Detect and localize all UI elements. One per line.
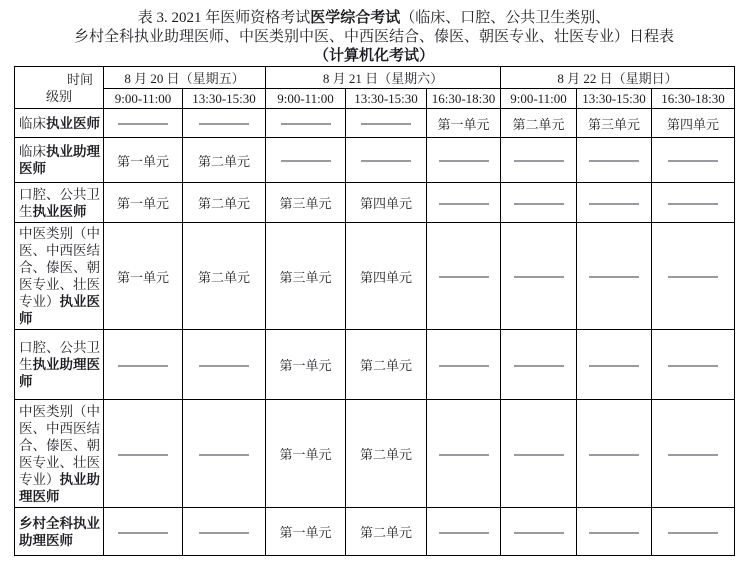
table-row	[15, 330, 735, 400]
date-header-aug21: 8 月 21 日（星期六）	[266, 67, 501, 89]
empty-cell	[346, 138, 427, 183]
empty-cell	[183, 330, 266, 400]
time-header: 13:30-15:30	[577, 89, 652, 109]
dash-line	[514, 454, 564, 456]
row-label-normal: 临床	[19, 115, 46, 131]
row-label-bold: 执业医师	[32, 203, 87, 219]
row-label	[15, 223, 104, 330]
schedule-body	[15, 109, 735, 556]
empty-cell	[577, 508, 652, 556]
empty-cell	[266, 109, 346, 138]
empty-cell	[183, 508, 266, 556]
empty-cell	[104, 330, 183, 400]
exam-schedule-table	[14, 66, 735, 556]
row-label-bold: 执业医师	[46, 115, 100, 131]
dash-line	[668, 203, 718, 205]
empty-cell	[577, 223, 652, 330]
empty-cell	[501, 183, 577, 223]
empty-cell	[501, 223, 577, 330]
dash-line	[514, 203, 564, 205]
dash-line	[589, 454, 639, 456]
dash-line	[439, 160, 489, 162]
dash-line	[439, 276, 489, 278]
row-label	[15, 400, 104, 508]
row-label	[15, 183, 104, 223]
row-label	[15, 109, 104, 138]
dash-line	[589, 203, 639, 205]
empty-cell	[577, 138, 652, 183]
document-title	[0, 0, 748, 66]
time-header: 16:30-18:30	[652, 89, 735, 109]
dash-line	[281, 123, 331, 125]
row-label	[15, 508, 104, 556]
empty-cell	[104, 109, 183, 138]
empty-cell	[427, 330, 501, 400]
title-line-1-suffix: （临床、口腔、公共卫生类别、	[400, 10, 611, 26]
dash-line	[668, 160, 718, 162]
dash-line	[439, 532, 489, 534]
title-line-3: （计算机化考试）	[313, 48, 434, 64]
empty-cell	[652, 400, 735, 508]
date-header-row	[15, 67, 735, 89]
empty-cell	[104, 508, 183, 556]
unit-cell: 第二单元	[183, 223, 266, 330]
unit-cell: 第二单元	[346, 400, 427, 508]
empty-cell	[183, 109, 266, 138]
empty-cell	[501, 400, 577, 508]
corner-level-label: 级别	[46, 89, 73, 104]
empty-cell	[501, 138, 577, 183]
unit-cell: 第二单元	[183, 183, 266, 223]
dash-line	[199, 532, 249, 534]
empty-cell	[652, 330, 735, 400]
row-label-bold: 执业医师	[19, 294, 100, 326]
unit-cell: 第三单元	[266, 183, 346, 223]
empty-cell	[652, 508, 735, 556]
dash-line	[589, 365, 639, 367]
table-row	[15, 138, 735, 183]
row-label-normal: 口腔、公共卫生	[19, 186, 100, 219]
unit-cell: 第一单元	[266, 400, 346, 508]
unit-cell: 第一单元	[104, 223, 183, 330]
row-label-normal: 口腔、公共卫生	[19, 340, 100, 372]
row-label	[15, 330, 104, 400]
date-header-aug20: 8 月 20 日（星期五）	[104, 67, 266, 89]
dash-line	[439, 454, 489, 456]
table-row	[15, 109, 735, 138]
row-label-normal: 临床	[19, 144, 46, 159]
unit-cell: 第二单元	[346, 330, 427, 400]
date-header-aug22: 8 月 22 日（星期日）	[501, 67, 735, 89]
empty-cell	[104, 400, 183, 508]
empty-cell	[577, 400, 652, 508]
unit-cell: 第二单元	[501, 109, 577, 138]
dash-line	[514, 276, 564, 278]
dash-line	[589, 532, 639, 534]
time-header: 16:30-18:30	[427, 89, 501, 109]
empty-cell	[577, 330, 652, 400]
empty-cell	[652, 223, 735, 330]
empty-cell	[427, 138, 501, 183]
table-row	[15, 183, 735, 223]
row-label	[15, 138, 104, 183]
empty-cell	[501, 508, 577, 556]
empty-cell	[501, 330, 577, 400]
dash-line	[668, 276, 718, 278]
unit-cell: 第一单元	[427, 109, 501, 138]
dash-line	[514, 160, 564, 162]
dash-line	[589, 160, 639, 162]
title-line-2: 乡村全科执业助理医师、中医类别中医、中西医结合、傣医、朝医专业、壮医专业）日程表	[73, 29, 674, 45]
row-label-normal: 中医类别（中医、中西医结合、傣医、朝医专业、壮医专业）	[19, 226, 100, 309]
dash-line	[514, 532, 564, 534]
dash-line	[281, 160, 331, 162]
dash-line	[118, 365, 168, 367]
row-label-bold: 执业助理医师	[19, 357, 100, 389]
unit-cell: 第一单元	[266, 330, 346, 400]
table-row	[15, 223, 735, 330]
dash-line	[668, 365, 718, 367]
empty-cell	[346, 109, 427, 138]
corner-time-label: 时间	[67, 72, 94, 87]
corner-header	[15, 67, 104, 109]
dash-line	[514, 365, 564, 367]
time-header: 13:30-15:30	[183, 89, 266, 109]
empty-cell	[652, 138, 735, 183]
empty-cell	[427, 183, 501, 223]
dash-line	[361, 123, 411, 125]
table-row	[15, 400, 735, 508]
title-line-1-prefix: 表 3. 2021 年医师资格考试	[137, 10, 311, 26]
empty-cell	[652, 183, 735, 223]
row-label-bold: 执业助理医师	[19, 144, 100, 176]
title-line-1-bold: 医学综合考试	[310, 10, 401, 26]
dash-line	[361, 160, 411, 162]
empty-cell	[183, 400, 266, 508]
dash-line	[118, 454, 168, 456]
empty-cell	[427, 508, 501, 556]
dash-line	[199, 123, 249, 125]
time-header: 13:30-15:30	[346, 89, 427, 109]
unit-cell: 第二单元	[346, 508, 427, 556]
dash-line	[668, 454, 718, 456]
unit-cell: 第一单元	[266, 508, 346, 556]
empty-cell	[266, 138, 346, 183]
dash-line	[118, 532, 168, 534]
unit-cell: 第四单元	[652, 109, 735, 138]
unit-cell: 第三单元	[266, 223, 346, 330]
unit-cell: 第二单元	[183, 138, 266, 183]
row-label-normal: 中医类别（中医、中西医结合、傣医、朝医专业、壮医专业）	[19, 403, 100, 487]
row-label-bold: 执业助理医师	[19, 471, 100, 504]
dash-line	[439, 365, 489, 367]
unit-cell: 第三单元	[577, 109, 652, 138]
title-line-1	[0, 9, 748, 28]
dash-line	[118, 123, 168, 125]
time-header: 9:00-11:00	[266, 89, 346, 109]
time-header-row	[15, 89, 735, 109]
dash-line	[199, 454, 249, 456]
unit-cell: 第四单元	[346, 183, 427, 223]
table-row	[15, 508, 735, 556]
dash-line	[199, 365, 249, 367]
empty-cell	[427, 400, 501, 508]
time-header: 9:00-11:00	[104, 89, 183, 109]
unit-cell: 第一单元	[104, 183, 183, 223]
unit-cell: 第一单元	[104, 138, 183, 183]
unit-cell: 第四单元	[346, 223, 427, 330]
dash-line	[589, 276, 639, 278]
dash-line	[668, 532, 718, 534]
row-label-bold: 乡村全科执业助理医师	[19, 515, 100, 548]
time-header: 9:00-11:00	[501, 89, 577, 109]
empty-cell	[577, 183, 652, 223]
dash-line	[439, 203, 489, 205]
empty-cell	[427, 223, 501, 330]
